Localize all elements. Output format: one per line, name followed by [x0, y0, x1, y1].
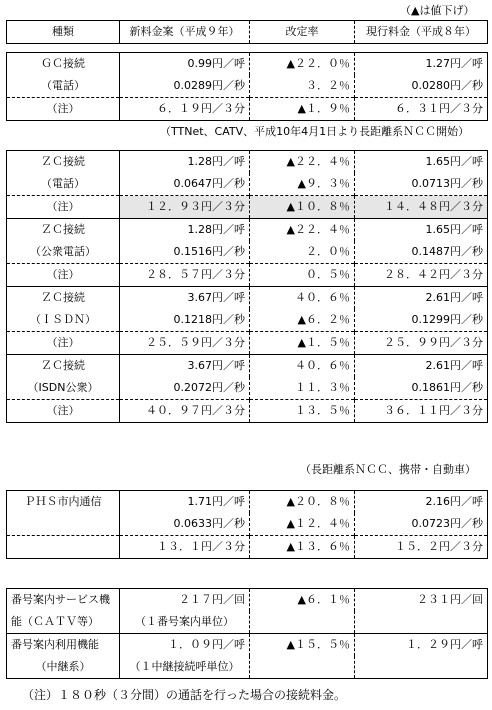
row-type: （中継系）	[7, 656, 120, 679]
row-type: （注）	[7, 98, 120, 121]
row-type: （注）	[7, 264, 120, 287]
table-row	[7, 287, 488, 310]
row-type: （注）	[7, 332, 120, 355]
legend-note: （▲は値下げ）	[400, 4, 475, 17]
new-rate-unit: （１中継接続呼単位）	[120, 656, 250, 679]
table-row	[7, 513, 488, 536]
new-rate: 0.0633円／秒	[120, 513, 250, 536]
gc-table	[6, 52, 488, 121]
footnote: （注）１８０秒（３分間）の通話を行った場合の接続料金。	[22, 688, 347, 702]
table-row	[7, 196, 488, 219]
current-rate: 1.65円／呼	[355, 219, 488, 242]
table-row	[7, 75, 488, 98]
row-type: 番号案内利用機能	[7, 634, 120, 657]
current-rate: １５．２円／３分	[355, 536, 488, 559]
change-rate: ▲１０．８％	[250, 196, 355, 219]
change-rate: ▲２２．４％	[250, 151, 355, 174]
current-rate: 0.0723円／秒	[355, 513, 488, 536]
new-rate: １．０９円／呼	[120, 634, 250, 657]
change-rate: ▲１．９％	[250, 98, 355, 121]
new-rate: ２８．５７円／３分	[120, 264, 250, 287]
new-rate: 1.28円／呼	[120, 151, 250, 174]
row-type: 番号案内サービス機	[7, 589, 120, 612]
change-rate: １３．５％	[250, 400, 355, 423]
table-row	[7, 634, 488, 657]
note-ttnet: （TTNet、CATV、平成10年4月1日より長距離系ＮＣＣ開始）	[160, 125, 470, 138]
new-rate: 1.28円／呼	[120, 219, 250, 242]
new-rate: 3.67円／呼	[120, 287, 250, 310]
row-type: （ISDN公衆）	[7, 377, 120, 400]
row-type: （ＩＳＤＮ）	[7, 309, 120, 332]
current-rate: 0.1861円／秒	[355, 377, 488, 400]
table-row	[7, 332, 488, 355]
table-row	[7, 400, 488, 423]
header-change-rate: 改定率	[250, 21, 355, 44]
new-rate: 0.1516円／秒	[120, 241, 250, 264]
new-rate: 1.71円／呼	[120, 491, 250, 514]
change-rate: ０．５％	[250, 264, 355, 287]
current-rate: １．２９円／呼	[355, 634, 488, 657]
current-rate	[355, 611, 488, 634]
new-rate-unit: （１番号案内単位）	[120, 611, 250, 634]
new-rate: 0.99円／呼	[120, 53, 250, 76]
current-rate: ３６．１１円／３分	[355, 400, 488, 423]
row-type: （注）	[7, 196, 120, 219]
change-rate: １１．３％	[250, 377, 355, 400]
row-type: ＺＣ接続	[7, 287, 120, 310]
row-type	[7, 513, 120, 536]
current-rate: 2.16円／呼	[355, 491, 488, 514]
row-type: ＰＨＳ市内通信	[7, 491, 120, 514]
change-rate: ４０．６％	[250, 355, 355, 378]
change-rate: ▲６．１％	[250, 589, 355, 612]
change-rate: ２．０％	[250, 241, 355, 264]
change-rate: ▲２２．０％	[250, 53, 355, 76]
change-rate	[250, 611, 355, 634]
table-row	[7, 656, 488, 679]
new-rate: １３．１円／３分	[120, 536, 250, 559]
change-rate: ▲１３．６％	[250, 536, 355, 559]
current-rate: 0.1487円／秒	[355, 241, 488, 264]
table-row	[7, 98, 488, 121]
table-row	[7, 53, 488, 76]
table-row	[7, 491, 488, 514]
header-new-rate: 新料金案（平成９年）	[120, 21, 250, 44]
change-rate	[250, 656, 355, 679]
new-rate: 0.0289円／秒	[120, 75, 250, 98]
note-ncc: （長距離系ＮＣＣ、携帯・自動車）	[300, 463, 476, 476]
header-table	[6, 20, 488, 44]
table-row	[7, 536, 488, 559]
new-rate: 0.2072円／秒	[120, 377, 250, 400]
change-rate: ３．２％	[250, 75, 355, 98]
new-rate: ２１７円／回	[120, 589, 250, 612]
new-rate: 0.0647円／秒	[120, 173, 250, 196]
header-type: 種類	[7, 21, 120, 44]
current-rate: ２５．９９円／３分	[355, 332, 488, 355]
row-type: （電話）	[7, 75, 120, 98]
table-row	[7, 264, 488, 287]
change-rate: ４０．６％	[250, 287, 355, 310]
row-type: （電話）	[7, 173, 120, 196]
new-rate: ４０．９７円／３分	[120, 400, 250, 423]
header-current-rate: 現行料金（平成８年）	[355, 21, 488, 44]
table-row	[7, 151, 488, 174]
table-row	[7, 611, 488, 634]
current-rate: 2.61円／呼	[355, 287, 488, 310]
current-rate: 0.1299円／秒	[355, 309, 488, 332]
current-rate: 1.65円／呼	[355, 151, 488, 174]
current-rate: ２３１円／回	[355, 589, 488, 612]
table-row	[7, 377, 488, 400]
row-type: ＺＣ接続	[7, 355, 120, 378]
change-rate: ▲１５．５％	[250, 634, 355, 657]
row-type: ＧＣ接続	[7, 53, 120, 76]
change-rate: ▲２０．８％	[250, 491, 355, 514]
current-rate: ２８．４２円／３分	[355, 264, 488, 287]
current-rate: 1.27円／呼	[355, 53, 488, 76]
table-row	[7, 173, 488, 196]
row-type	[7, 536, 120, 559]
table-row	[7, 355, 488, 378]
new-rate: 0.1218円／秒	[120, 309, 250, 332]
table-row	[7, 241, 488, 264]
row-type: ＺＣ接続	[7, 151, 120, 174]
current-rate: 2.61円／呼	[355, 355, 488, 378]
row-type: （公衆電話）	[7, 241, 120, 264]
phs-table	[6, 490, 488, 559]
change-rate: ▲６．２％	[250, 309, 355, 332]
table-row	[7, 309, 488, 332]
change-rate: ▲２２．４％	[250, 219, 355, 242]
current-rate: 0.0713円／秒	[355, 173, 488, 196]
current-rate: ６．３１円／３分	[355, 98, 488, 121]
zc-table	[6, 150, 488, 423]
current-rate	[355, 656, 488, 679]
change-rate: ▲１２．４％	[250, 513, 355, 536]
row-type: 能（ＣＡＴＶ等）	[7, 611, 120, 634]
table-row	[7, 589, 488, 612]
new-rate: ６．１９円／３分	[120, 98, 250, 121]
new-rate: 3.67円／呼	[120, 355, 250, 378]
change-rate: ▲９．３％	[250, 173, 355, 196]
change-rate: ▲１．５％	[250, 332, 355, 355]
current-rate: 0.0280円／秒	[355, 75, 488, 98]
row-type: ＺＣ接続	[7, 219, 120, 242]
table-row	[7, 219, 488, 242]
current-rate: １４．４８円／３分	[355, 196, 488, 219]
new-rate: １２．９３円／３分	[120, 196, 250, 219]
row-type: （注）	[7, 400, 120, 423]
directory-table	[6, 588, 488, 679]
new-rate: ２５．５９円／３分	[120, 332, 250, 355]
